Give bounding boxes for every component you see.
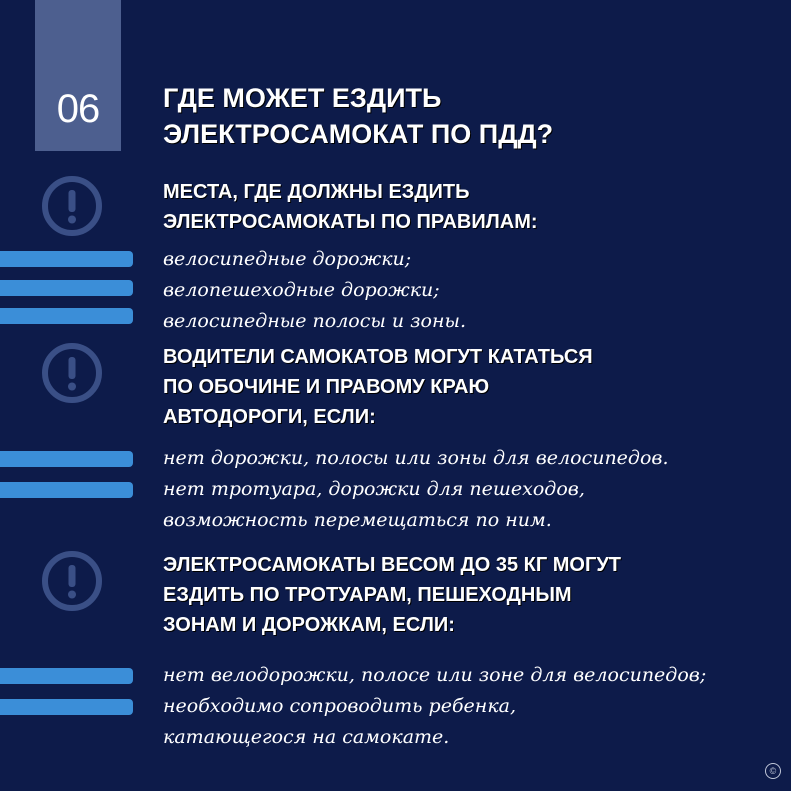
- list-item: нет тротуара, дорожки для пешеходов,: [163, 478, 585, 500]
- list-item: необходимо сопроводить ребенка,: [163, 695, 517, 717]
- section-2-list: [163, 443, 669, 536]
- section-3-heading: ЭЛЕКТРОСАМОКАТЫ ВЕСОМ ДО 35 КГ МОГУТ ЕЗДИТЬ ПО ТРОТУАРАМ, ПЕШЕХОДНЫМ ЗОНАМ И ДОРОЖКАМ, ЕСЛИ:: [163, 554, 621, 636]
- exclamation-circle-icon: [41, 550, 103, 612]
- title-line-2: ЭЛЕКТРОСАМОКАТ ПО ПДД?: [163, 119, 554, 149]
- list-item: возможность перемещаться по ним.: [163, 509, 552, 531]
- list-item: катающегося на самокате.: [163, 726, 450, 748]
- list-bar: [0, 451, 133, 467]
- section-3-list: [163, 660, 706, 753]
- title-line-1: ГДЕ МОЖЕТ ЕЗДИТЬ: [163, 83, 442, 113]
- list-bar: [0, 280, 133, 296]
- copyright-icon: ©: [765, 763, 781, 779]
- list-item: нет велодорожки, полосе или зоне для велосипедов;: [163, 664, 707, 686]
- exclamation-circle-icon: [41, 175, 103, 237]
- list-item: велопешеходные дорожки;: [163, 279, 440, 301]
- list-bar: [0, 251, 133, 267]
- section-2-heading: ВОДИТЕЛИ САМОКАТОВ МОГУТ КАТАТЬСЯ ПО ОБОЧИНЕ И ПРАВОМУ КРАЮ АВТОДОРОГИ, ЕСЛИ:: [163, 346, 593, 428]
- list-item: велосипедные дорожки;: [163, 248, 412, 270]
- badge-number: 06: [56, 87, 100, 131]
- exclamation-circle-icon: [41, 342, 103, 404]
- list-bar: [0, 308, 133, 324]
- number-badge: [35, 0, 121, 151]
- list-bar: [0, 668, 133, 684]
- page-title: [163, 80, 553, 152]
- section-1-heading: МЕСТА, ГДЕ ДОЛЖНЫ ЕЗДИТЬ ЭЛЕКТРОСАМОКАТЫ ПО ПРАВИЛАМ:: [163, 181, 538, 233]
- list-bar: [0, 699, 133, 715]
- list-item: велосипедные полосы и зоны.: [163, 310, 466, 332]
- list-item: нет дорожки, полосы или зоны для велосипедов.: [163, 447, 669, 469]
- list-bar: [0, 482, 133, 498]
- section-1-list: [163, 244, 466, 337]
